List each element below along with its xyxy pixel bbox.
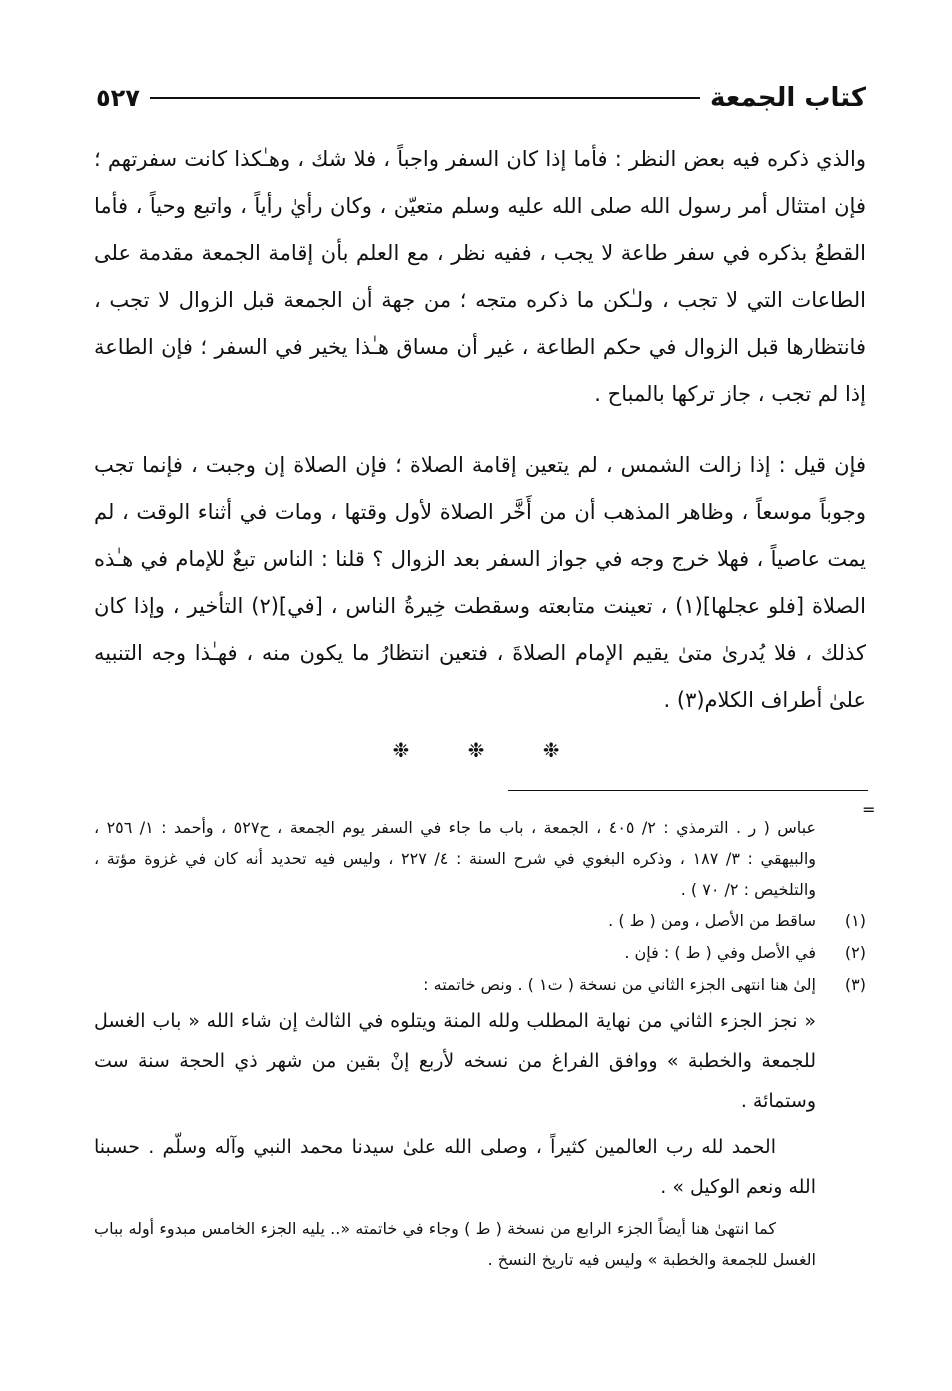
footnote-1 [94, 905, 866, 937]
footnote-text: في الأصل وفي ( ط ) : فإن . [624, 943, 816, 962]
header-rule [150, 97, 700, 99]
footnote-rule [508, 790, 868, 791]
footnote-continuation-mark: = [862, 800, 876, 819]
footnote-3 [94, 969, 866, 1001]
page-number: ٥٢٧ [96, 84, 140, 112]
footnote-number: (١) [844, 911, 866, 930]
footnote-text: ساقط من الأصل ، ومن ( ط ) . [608, 911, 816, 930]
footnotes [94, 812, 866, 1275]
footnote-quote-2: الحمد لله رب العالمين كثيراً ، وصلى الله علىٰ سيدنا محمد النبي وآله وسلّم . حسبنا الله ونعم الوكيل » . [94, 1136, 816, 1198]
footnote-number: (٢) [844, 943, 866, 962]
chapter-title: كتاب الجمعة [710, 83, 866, 113]
footnote-2 [94, 937, 866, 969]
section-divider: ❉ ❉ ❉ [392, 738, 586, 762]
body-paragraph-1: والذي ذكره فيه بعض النظر : فأما إذا كان السفر واجباً ، فلا شك ، وهـٰكذا كانت سفرتهم ؛ فإن امتثال أمر رسول الله صلى الله عليه وسلم متعيّن ، وكان رأيٰ رأياً ، واتبع وحياً ، فأما القطعُ بذكره في سفر طاعة لا يجب ، ففيه نظر ، مع العلم بأن إقامة الجمعة مقدمة على الطاعات التي لا تجب ، ولـٰكن ما ذكره متجه ؛ من جهة أن الجمعة قبل الزوال لا تجب ، فانتظارها قبل الزوال في حكم الطاعة ، غير أن مساق هـٰذا يخير في السفر ؛ فإن الطاعة إذا لم تجب ، جاز تركها بالمباح . [94, 147, 866, 406]
footnote-closing: كما انتهىٰ هنا أيضاً الجزء الرابع من نسخة ( ط ) وجاء في خاتمته «.. يليه الجزء الخامس مبدوء أوله بباب الغسل للجمعة والخطبة » وليس فيه تاريخ النسخ . [94, 1219, 816, 1269]
footnote-quote-1: « نجز الجزء الثاني من نهاية المطلب ولله المنة ويتلوه في الثالث إن شاء الله « باب الغسل للجمعة والخطبة » ووافق الفراغ من نسخه لأربع إنْ بقين من شهر ذي الحجة سنة ست وستمائة . [94, 1010, 816, 1112]
footnote-number: (٣) [844, 975, 866, 994]
body-paragraph-2: فإن قيل : إذا زالت الشمس ، لم يتعين إقامة الصلاة ؛ فإن الصلاة إن وجبت ، فإنما تجب وجوباً موسعاً ، وظاهر المذهب أن من أَخَّر الصلاة لأول وقتها ، ومات في أثناء الوقت ، لم يمت عاصياً ، فهلا خرج وجه في جواز السفر بعد الزوال ؟ قلنا : الناس تبعٌ للإمام في هـٰذه الصلاة [فلو عجلها](١) ، تعينت متابعته وسقطت خِيرةُ الناس ، [في](٢) التأخير ، وإذا كان كذلك ، فلا يُدرىٰ متىٰ يقيم الإمام الصلاةَ ، فتعين انتظارُ ما يكون منه ، فهـٰذا وجه التنبيه علىٰ أطراف الكلام(٣) . [94, 453, 866, 712]
running-header [96, 78, 866, 118]
footnote-continuation: عباس ( ر . الترمذي : ٢/ ٤٠٥ ، الجمعة ، باب ما جاء في السفر يوم الجمعة ، ح٥٢٧ ، وأحمد : ١/ ٢٥٦ ، والبيهقي : ٣/ ١٨٧ ، وذكره البغوي في شرح السنة : ٤/ ٢٢٧ ، وليس فيه تحديد أنه كان في غزوة مؤتة ، والتلخيص : ٢/ ٧٠ ) . [94, 818, 817, 899]
footnote-text: إلىٰ هنا انتهى الجزء الثاني من نسخة ( ت١ ) . ونص خاتمته : [423, 975, 816, 994]
